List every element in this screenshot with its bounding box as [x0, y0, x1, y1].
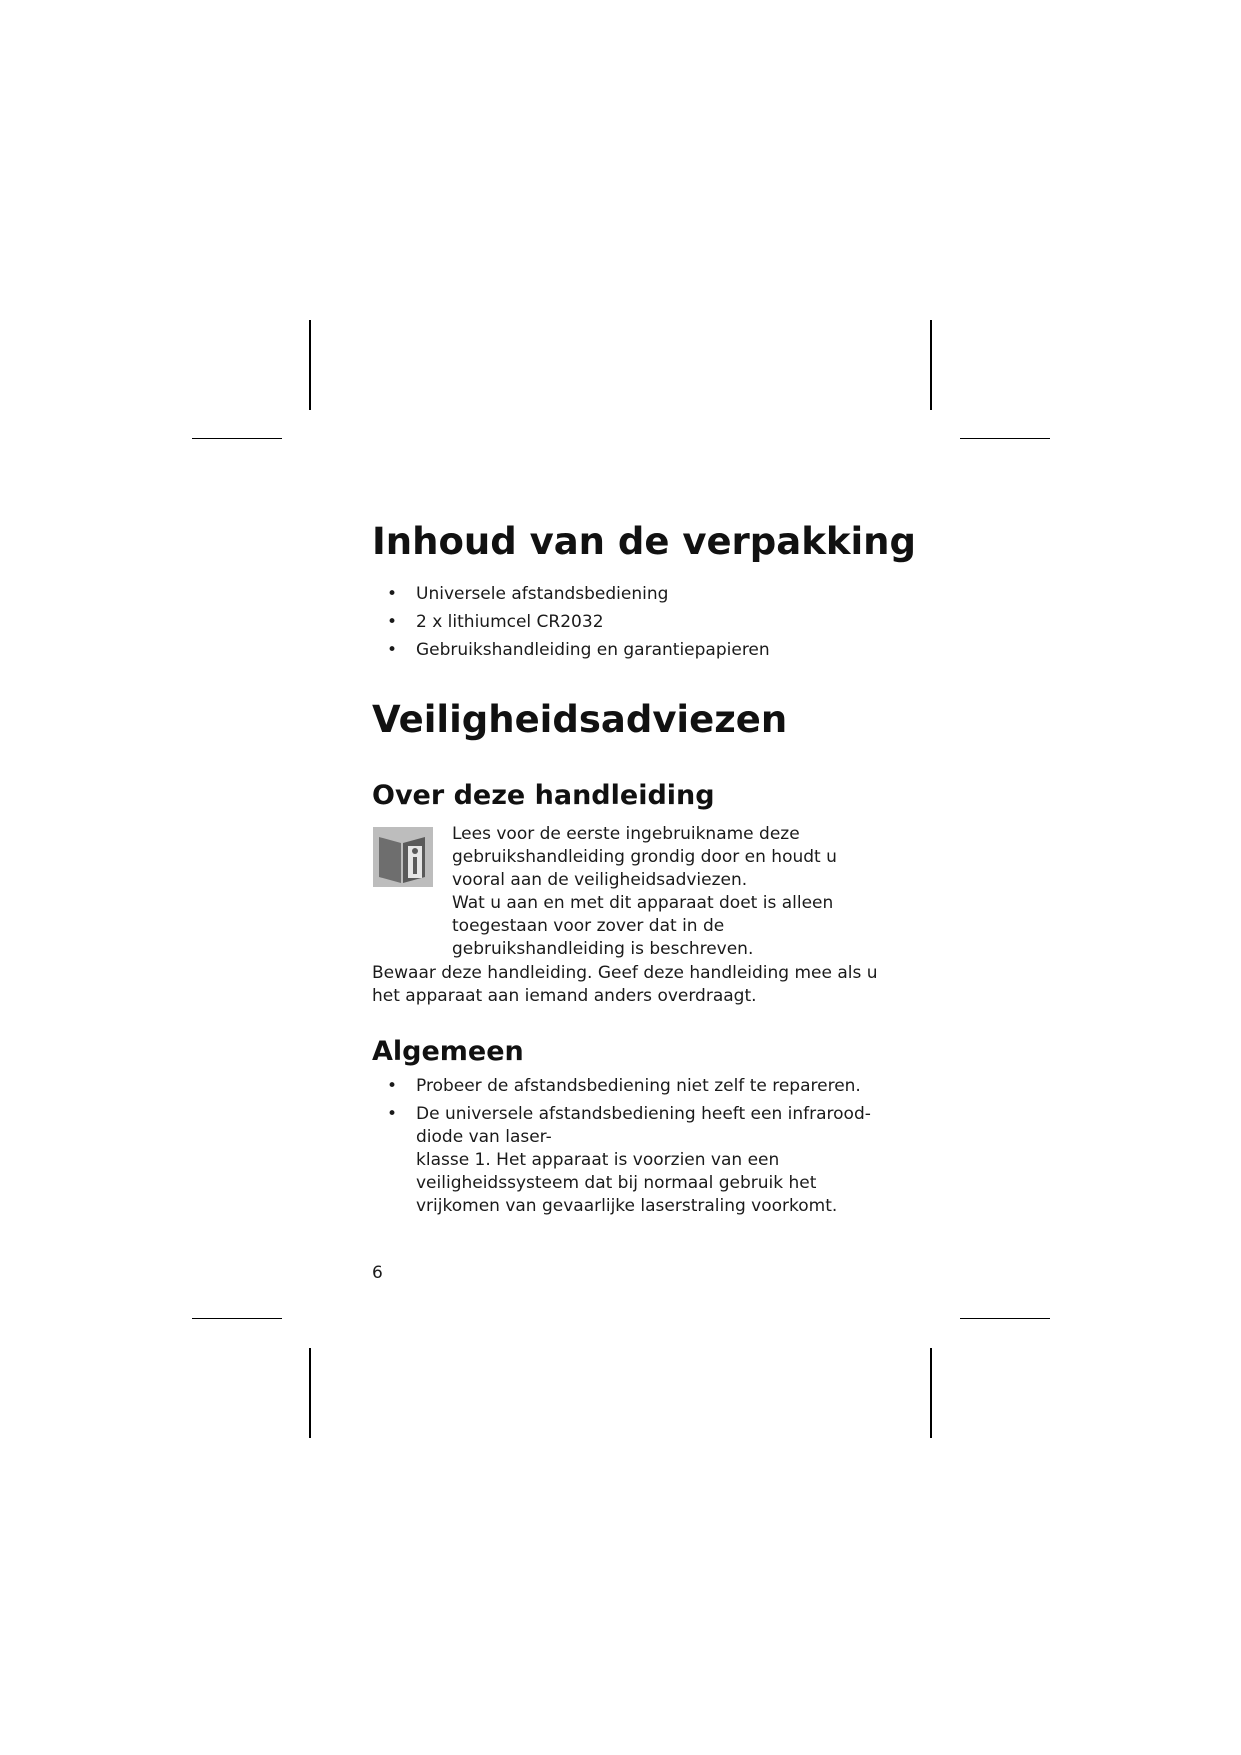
bullet-icon: • [386, 1076, 398, 1096]
crop-mark-bottom-left-horizontal [192, 1318, 282, 1319]
list-item-text: De universele afstandsbediening heeft een infrarood- diode van laser- klasse 1. Het apparaat is voorzien van een veiligheidssysteem dat bij normaal gebruik het vrijkomen van gevaarlijke laserstraling voorkomt. [416, 1104, 871, 1216]
safety-heading: Veiligheidsadviezen [372, 698, 788, 741]
manual-indented-text: Lees voor de eerste ingebruikname deze gebruikshandleiding grondig door en houdt u vooral aan de veiligheidsadviezen. Wat u aan en met dit apparaat doet is alleen toegestaan voor zover dat in de gebruikshandleiding is beschreven. [452, 824, 837, 959]
crop-mark-bottom-right-vertical [930, 1348, 932, 1438]
list-item-text: Universele afstandsbediening [416, 584, 669, 604]
crop-mark-top-right-vertical [930, 320, 932, 410]
bullet-icon: • [386, 1104, 398, 1124]
bullet-icon: • [386, 584, 398, 604]
list-item [372, 611, 872, 634]
page-number: 6 [372, 1263, 383, 1283]
list-item-text: 2 x lithiumcel CR2032 [416, 612, 604, 632]
manual-text: Bewaar deze handleiding. Geef deze handleiding mee als u het apparaat aan iemand anders overdraagt. [372, 963, 878, 1006]
list-item [372, 1075, 872, 1098]
crop-mark-bottom-left-vertical [309, 1348, 311, 1438]
info-book-icon [373, 827, 433, 887]
bullet-icon: • [386, 640, 398, 660]
manual-heading: Over deze handleiding [372, 780, 715, 811]
list-item [372, 639, 872, 662]
list-item-text: Gebruikshandleiding en garantiepapieren [416, 640, 770, 660]
packaging-heading: Inhoud van de verpakking [372, 520, 916, 563]
crop-mark-top-left-horizontal [192, 438, 282, 439]
general-list [372, 1075, 872, 1223]
bullet-icon: • [386, 612, 398, 632]
crop-mark-top-left-vertical [309, 320, 311, 410]
list-item [372, 1103, 872, 1218]
list-item [372, 583, 872, 606]
general-heading: Algemeen [372, 1036, 524, 1067]
crop-mark-top-right-horizontal [960, 438, 1050, 439]
list-item-text: Probeer de afstandsbediening niet zelf te repareren. [416, 1076, 861, 1096]
packaging-list [372, 583, 872, 667]
crop-mark-bottom-right-horizontal [960, 1318, 1050, 1319]
